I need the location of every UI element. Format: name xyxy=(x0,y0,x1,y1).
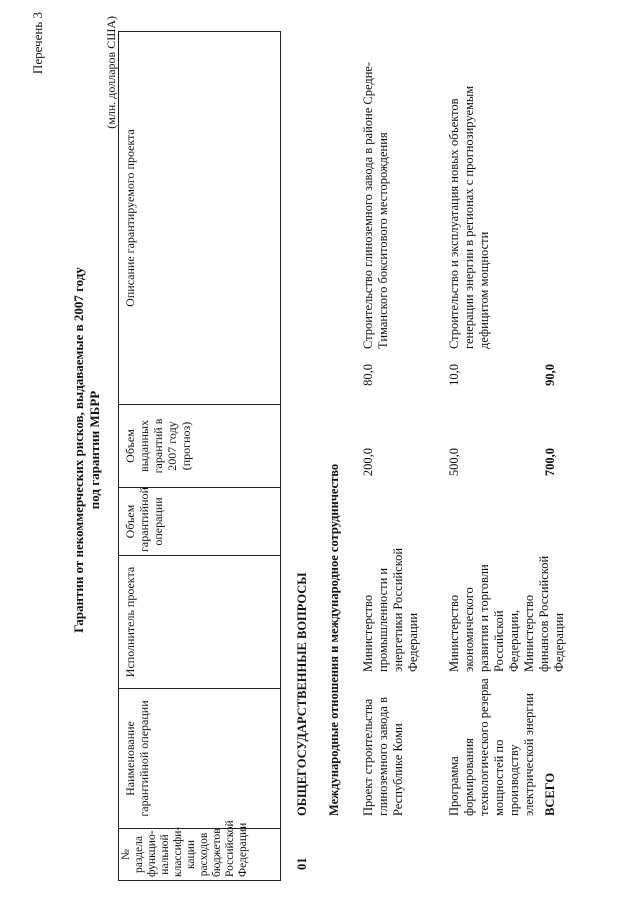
column-header-project-description: Описание гарантируемого проекта xyxy=(119,32,281,405)
total-operation-volume: 700,0 xyxy=(543,448,557,477)
row-2-executor: Министерство экономического развития и торговли Российской Федерации, Министерство финансов Российской Федерации xyxy=(447,555,566,672)
title-line-1: Гарантии от некоммерческих рисков, выдаваемые в 2007 году xyxy=(71,267,86,633)
column-header-executor: Исполнитель проекта xyxy=(119,556,281,689)
row-1-executor: Министерство промышленности и энергетики Российской Федерации xyxy=(361,547,420,672)
row-1-operation-volume: 200,0 xyxy=(361,448,375,477)
row-2-operation-volume: 500,0 xyxy=(447,448,461,477)
units-note: (млн. долларов США) xyxy=(104,16,118,129)
total-issued-volume: 90,0 xyxy=(543,364,557,386)
row-1-operation-name: Проект строительства глиноземного завода в Республике Коми xyxy=(361,696,405,816)
row-2-description: Строительство и эксплуатация новых объектов генерации энергии в регионах с прогнозируемым дефицитом мощности xyxy=(447,85,491,349)
row-2-operation-name: Программа формирования технологического резерва мощностей по производству электрической энергии xyxy=(447,678,536,816)
row-1-issued-volume: 80,0 xyxy=(361,364,375,386)
title-line-2: под гарантии МБРР xyxy=(87,390,102,510)
column-header-operation-name: Наименование гарантийной операции xyxy=(119,689,281,829)
total-label: ВСЕГО xyxy=(543,772,557,816)
column-header-issued-volume: Объем выданных гарантий в 2007 году (прогноз) xyxy=(119,405,281,488)
section-code: 01 xyxy=(295,857,309,870)
section-name: ОБЩЕГОСУДАРСТВЕННЫЕ ВОПРОСЫ xyxy=(295,572,309,816)
row-2-issued-volume: 10,0 xyxy=(447,364,461,386)
subsection-name: Международные отношения и международное сотрудничество xyxy=(327,463,341,816)
row-1-description: Строительство глиноземного завода в районе Средне-Тиманского бокситового месторождения xyxy=(361,61,390,349)
column-header-section-number: № раздела функцио-нальной классифи-кации расходов бюджетов Российской Федерации xyxy=(119,829,281,881)
list-number-label: Перечень 3 xyxy=(30,12,45,75)
table-header xyxy=(118,31,281,881)
document-title xyxy=(71,140,103,760)
column-header-operation-volume: Объем гарантийной операции xyxy=(119,488,281,556)
